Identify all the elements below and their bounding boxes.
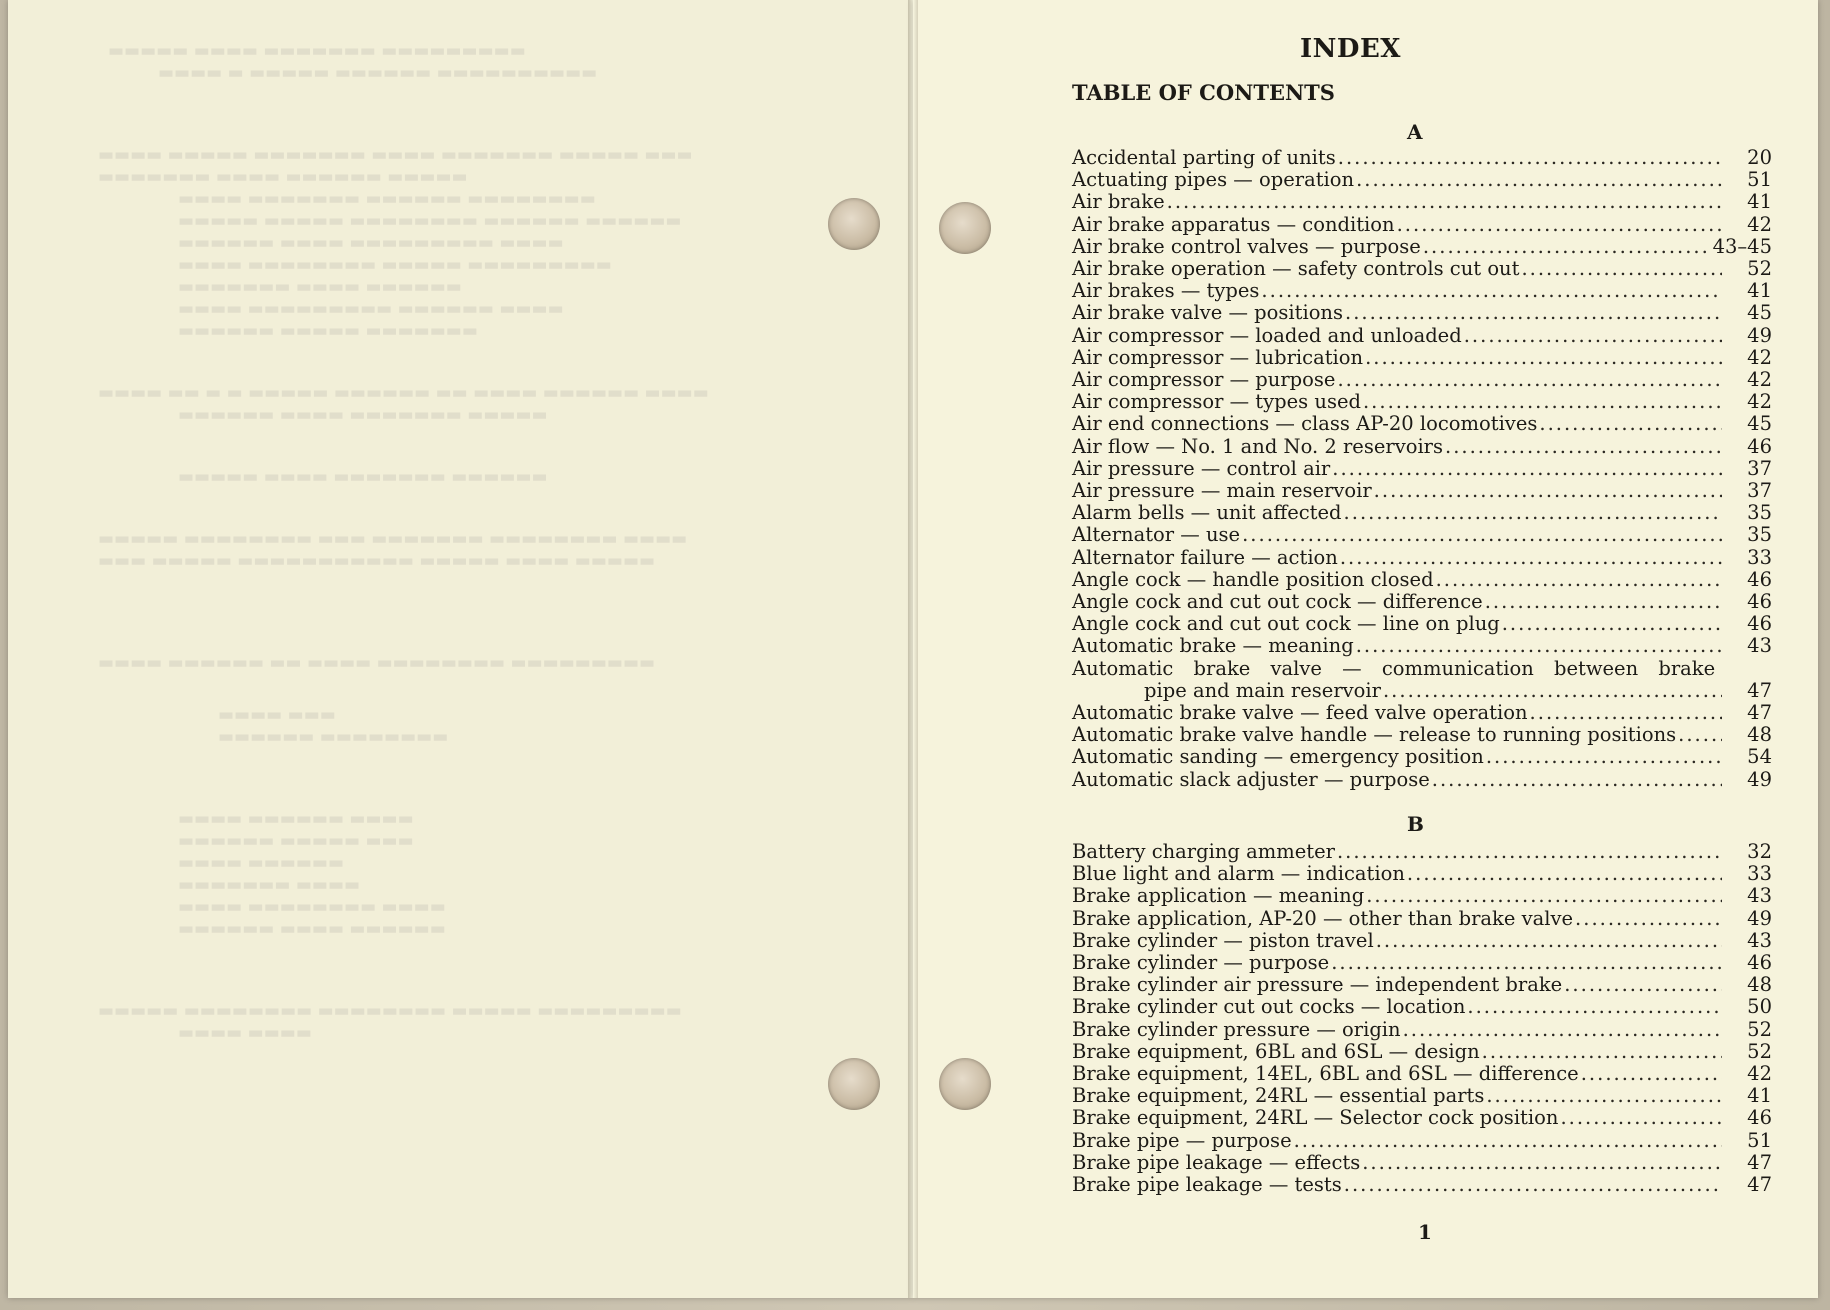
leader-dots (1486, 746, 1722, 768)
book-spine (908, 0, 918, 1298)
entry-text: Air compressor — lubrication (1072, 345, 1364, 369)
index-entry (1072, 635, 1772, 657)
leader-dots (1407, 863, 1722, 885)
entry-page-number: 46 (1747, 612, 1772, 636)
index-entry (1072, 347, 1772, 369)
entry-text: Automatic sanding — emergency position (1072, 745, 1484, 769)
index-list-b (1072, 841, 1772, 1196)
leader-dots (1403, 1019, 1722, 1041)
index-entry (1072, 369, 1772, 391)
leader-dots (1374, 480, 1722, 502)
index-heading: INDEX (1300, 34, 1401, 64)
index-entry (1072, 413, 1772, 435)
leader-dots (1356, 169, 1722, 191)
entry-text: Air brake valve — positions (1072, 301, 1344, 325)
index-entry (1072, 1174, 1772, 1196)
leader-dots (1383, 680, 1722, 702)
leader-dots (1564, 974, 1722, 996)
leader-dots (1482, 1041, 1722, 1063)
leader-dots (1397, 214, 1722, 236)
entry-page-number: 49 (1747, 906, 1772, 930)
entry-page-number: 47 (1747, 1173, 1772, 1197)
bleed-through-text: ▬▬▬▬▬ ▬▬▬▬ ▬▬▬▬▬▬▬ ▬▬▬▬▬▬▬▬▬ ▬▬▬▬ ▬ ▬▬▬▬▬ ▬▬▬▬▬▬ ▬▬▬▬▬▬▬▬▬▬ ▬▬▬▬ ▬▬▬▬▬ ▬▬▬▬▬▬▬ ▬▬▬▬ ▬▬▬▬▬▬▬ ▬▬▬▬▬ ▬▬▬ ▬▬▬▬▬▬▬ ▬▬▬▬ ▬▬▬▬▬▬ ▬▬▬▬▬ ▬▬▬▬ ▬▬▬▬▬▬▬ ▬▬▬▬▬▬ ▬▬▬▬▬▬▬▬ ▬▬▬▬▬ ▬▬▬▬▬ ▬▬▬▬▬▬▬▬ ▬▬▬▬▬▬ ▬▬▬▬▬▬ ▬▬▬▬▬▬ ▬▬▬▬ ▬▬▬▬▬▬▬▬▬ ▬▬▬▬ ▬▬▬▬ ▬▬▬▬▬▬▬▬ ▬▬▬▬▬ ▬▬▬▬▬▬▬▬▬ ▬▬▬▬▬▬▬ ▬▬▬▬ ▬▬▬▬▬▬ ▬▬▬▬ ▬▬▬▬▬▬▬▬▬ ▬▬▬▬▬▬ ▬▬▬▬ ▬▬▬▬▬▬ ▬▬▬▬▬ ▬▬▬▬▬▬▬ ▬▬▬▬ ▬▬ ▬ ▬ ▬▬▬▬▬ ▬▬▬▬▬▬ ▬▬ ▬▬▬▬ ▬▬▬▬▬▬ ▬▬▬▬ ▬▬▬▬▬▬ ▬▬▬▬ ▬▬▬▬▬▬▬ ▬▬▬▬▬ ▬▬▬▬▬ ▬▬▬▬ ▬▬▬▬▬▬▬ ▬▬▬▬▬▬ ▬▬▬▬▬ ▬▬▬▬▬▬▬▬ ▬▬▬ ▬▬▬▬▬▬▬ ▬▬▬▬▬▬▬▬ ▬▬▬▬ ▬▬▬ ▬▬▬▬▬ ▬▬▬▬▬▬▬▬▬▬▬ ▬▬▬▬▬ ▬▬▬▬ ▬▬▬▬▬ ▬▬▬▬ ▬▬▬▬▬▬ ▬▬ ▬▬▬▬ ▬▬▬▬▬▬▬▬ ▬▬▬▬▬▬▬▬▬ ▬▬▬▬ ▬▬▬ ▬▬▬▬▬▬ ▬▬▬▬▬▬▬▬ ▬▬▬▬ ▬▬▬▬▬▬ ▬▬▬▬ ▬▬▬▬▬▬ ▬▬▬▬▬ ▬▬▬ ▬▬▬▬ ▬▬▬▬▬▬ ▬▬▬▬▬▬▬ ▬▬▬▬ ▬▬▬▬ ▬▬▬▬▬▬▬▬ ▬▬▬▬ ▬▬▬▬▬▬ ▬▬▬▬ ▬▬▬▬▬▬ ▬▬▬▬▬ ▬▬▬▬▬▬▬▬ ▬▬▬▬▬▬▬▬ ▬▬▬▬▬ ▬▬▬▬▬▬▬▬▬ ▬▬▬▬ ▬▬▬▬ (98, 41, 709, 1043)
index-list-a (1072, 147, 1772, 791)
entry-text: Air brake control valves — purpose (1072, 234, 1421, 258)
entry-text: pipe and main reservoir (1144, 678, 1381, 702)
entry-text: Air pressure — control air (1072, 456, 1331, 480)
entry-text: Angle cock and cut out cock — line on plug (1072, 612, 1500, 636)
index-entry (1072, 191, 1772, 213)
leader-dots (1365, 347, 1722, 369)
index-entry (1072, 302, 1772, 324)
entry-page-number: 45 (1747, 301, 1772, 325)
index-entry (1072, 724, 1772, 746)
leader-dots (1376, 930, 1722, 952)
left-page (8, 0, 913, 1298)
entry-page-number: 20 (1747, 146, 1772, 169)
leader-dots (1423, 236, 1711, 258)
entry-page-number: 54 (1747, 745, 1772, 769)
leader-dots (1502, 613, 1722, 635)
entry-text: Air compressor — purpose (1072, 368, 1336, 392)
entry-text: Brake application — meaning (1072, 884, 1365, 908)
index-entry (1072, 480, 1772, 502)
section-letter: A (1407, 120, 1423, 144)
entry-page-number: 50 (1747, 995, 1772, 1019)
index-entry (1072, 436, 1772, 458)
binder-hole-left-bottom (828, 1058, 880, 1110)
entry-page-number: 42 (1747, 390, 1772, 414)
entry-text: Air brake (1072, 190, 1165, 214)
index-entry (1072, 214, 1772, 236)
entry-text: Automatic brake valve — communication between brake (1072, 656, 1716, 680)
index-entry (1072, 746, 1772, 768)
entry-text: Brake application, AP-20 — other than brake valve (1072, 906, 1574, 930)
entry-page-number: 52 (1747, 1017, 1772, 1041)
leader-dots (1261, 280, 1722, 302)
entry-page-number: 46 (1747, 590, 1772, 614)
leader-dots (1344, 502, 1722, 524)
index-entry (1072, 169, 1772, 191)
leader-dots (1331, 952, 1722, 974)
leader-dots (1362, 1152, 1722, 1174)
entry-page-number: 47 (1747, 678, 1772, 702)
entry-page-number: 43–45 (1712, 234, 1772, 258)
leader-dots (1344, 1174, 1722, 1196)
leader-dots (1363, 391, 1722, 413)
leader-dots (1521, 258, 1722, 280)
entry-text: Brake pipe — purpose (1072, 1128, 1292, 1152)
index-entry (1072, 236, 1772, 258)
index-entry (1072, 547, 1772, 569)
index-entry (1072, 908, 1772, 930)
binder-hole-left-top (828, 198, 880, 250)
entry-page-number: 46 (1747, 1106, 1772, 1130)
entry-page-number: 46 (1747, 434, 1772, 458)
entry-text: Air brakes — types (1072, 279, 1260, 303)
index-entry (1072, 1019, 1772, 1041)
index-entry (1072, 502, 1772, 524)
entry-text: Brake cylinder — purpose (1072, 951, 1330, 975)
index-entry (1072, 1152, 1772, 1174)
leader-dots (1332, 458, 1722, 480)
index-entry (1072, 930, 1772, 952)
entry-text: Actuating pipes — operation (1072, 168, 1355, 192)
binder-hole-right-top (939, 202, 991, 254)
leader-dots (1356, 635, 1722, 657)
entry-text: Automatic brake valve — feed valve operation (1072, 701, 1528, 725)
index-entry (1072, 569, 1772, 591)
entry-page-number: 43 (1747, 928, 1772, 952)
page-number: 1 (1418, 1220, 1432, 1244)
leader-dots (1486, 1085, 1722, 1107)
index-entry (1072, 702, 1772, 724)
entry-text: Brake cylinder pressure — origin (1072, 1017, 1401, 1041)
entry-text: Air brake operation — safety controls cut out (1072, 257, 1520, 281)
entry-text: Brake equipment, 14EL, 6BL and 6SL — difference (1072, 1062, 1579, 1086)
leader-dots (1337, 369, 1722, 391)
entry-page-number: 51 (1747, 168, 1772, 192)
index-entry (1072, 147, 1772, 169)
entry-page-number: 37 (1747, 479, 1772, 503)
entry-page-number: 42 (1747, 345, 1772, 369)
index-entry (1072, 1130, 1772, 1152)
leader-dots (1530, 702, 1722, 724)
leader-dots (1436, 569, 1722, 591)
leader-dots (1366, 885, 1722, 907)
entry-page-number: 41 (1747, 190, 1772, 214)
entry-text: Brake pipe leakage — tests (1072, 1173, 1342, 1197)
index-entry (1072, 996, 1772, 1018)
entry-text: Brake cylinder air pressure — independent brake (1072, 973, 1563, 997)
entry-text: Angle cock and cut out cock — difference (1072, 590, 1483, 614)
leader-dots (1485, 591, 1722, 613)
leader-dots (1167, 191, 1722, 213)
leader-dots (1445, 436, 1722, 458)
entry-page-number: 43 (1747, 634, 1772, 658)
entry-text: Accidental parting of units (1072, 146, 1336, 169)
entry-page-number: 33 (1747, 862, 1772, 886)
entry-text: Angle cock — handle position closed (1072, 567, 1434, 591)
entry-page-number: 33 (1747, 545, 1772, 569)
entry-page-number: 46 (1747, 567, 1772, 591)
leader-dots (1432, 769, 1722, 791)
entry-page-number: 35 (1747, 501, 1772, 525)
index-entry (1072, 974, 1772, 996)
entry-page-number: 46 (1747, 951, 1772, 975)
leader-dots (1337, 841, 1722, 863)
index-entry (1072, 391, 1772, 413)
index-entry (1072, 658, 1772, 680)
entry-page-number: 42 (1747, 1062, 1772, 1086)
entry-text: Battery charging ammeter (1072, 840, 1335, 863)
index-entry (1072, 863, 1772, 885)
index-entry (1072, 680, 1772, 702)
leader-dots (1464, 325, 1722, 347)
entry-text: Air compressor — types used (1072, 390, 1361, 414)
toc-heading: TABLE OF CONTENTS (1072, 80, 1335, 105)
entry-page-number: 51 (1747, 1128, 1772, 1152)
entry-page-number: 52 (1747, 1039, 1772, 1063)
entry-page-number: 45 (1747, 412, 1772, 436)
entry-text: Automatic slack adjuster — purpose (1072, 767, 1430, 791)
index-entry (1072, 613, 1772, 635)
entry-page-number: 47 (1747, 1150, 1772, 1174)
index-entry (1072, 841, 1772, 863)
entry-page-number: 35 (1747, 523, 1772, 547)
entry-text: Air compressor — loaded and unloaded (1072, 323, 1462, 347)
index-entry (1072, 325, 1772, 347)
index-entry (1072, 885, 1772, 907)
entry-text: Air brake apparatus — condition (1072, 212, 1395, 236)
index-entry (1072, 952, 1772, 974)
entry-text: Automatic brake — meaning (1072, 634, 1354, 658)
entry-text: Blue light and alarm — indication (1072, 862, 1405, 886)
entry-text: Brake cylinder cut out cocks — location (1072, 995, 1466, 1019)
leader-dots (1575, 908, 1722, 930)
entry-page-number: 49 (1747, 323, 1772, 347)
index-entry (1072, 1107, 1772, 1129)
index-entry (1072, 1085, 1772, 1107)
entry-text: Air end connections — class AP-20 locomotives (1072, 412, 1538, 436)
entry-page-number: 47 (1747, 701, 1772, 725)
leader-dots (1345, 302, 1722, 324)
entry-page-number: 37 (1747, 456, 1772, 480)
index-entry (1072, 458, 1772, 480)
entry-text: Alternator failure — action (1072, 545, 1338, 569)
leader-dots (1294, 1130, 1722, 1152)
entry-page-number: 32 (1747, 840, 1772, 863)
leader-dots (1539, 413, 1722, 435)
entry-text: Alternator — use (1072, 523, 1241, 547)
index-entry (1072, 258, 1772, 280)
entry-page-number: 41 (1747, 279, 1772, 303)
entry-text: Brake equipment, 6BL and 6SL — design (1072, 1039, 1480, 1063)
leader-dots (1242, 524, 1722, 546)
index-entry (1072, 1041, 1772, 1063)
index-entry (1072, 280, 1772, 302)
entry-page-number: 41 (1747, 1084, 1772, 1108)
index-entry (1072, 591, 1772, 613)
binder-hole-right-bottom (939, 1058, 991, 1110)
entry-text: Brake cylinder — piston travel (1072, 928, 1374, 952)
entry-page-number: 49 (1747, 767, 1772, 791)
section-letter: B (1407, 812, 1424, 836)
entry-text: Alarm bells — unit affected (1072, 501, 1342, 525)
entry-text: Brake equipment, 24RL — Selector cock position (1072, 1106, 1559, 1130)
entry-text: Automatic brake valve handle — release to running positions (1072, 723, 1677, 747)
entry-page-number: 42 (1747, 212, 1772, 236)
index-entry (1072, 1063, 1772, 1085)
entry-text: Brake equipment, 24RL — essential parts (1072, 1084, 1485, 1108)
entry-page-number: 48 (1747, 723, 1772, 747)
leader-dots (1560, 1107, 1722, 1129)
entry-page-number: 42 (1747, 368, 1772, 392)
entry-page-number: 48 (1747, 973, 1772, 997)
entry-text: Brake pipe leakage — effects (1072, 1150, 1361, 1174)
leader-dots (1581, 1063, 1722, 1085)
entry-text: Air flow — No. 1 and No. 2 reservoirs (1072, 434, 1444, 458)
leader-dots (1338, 147, 1722, 169)
entry-text: Air pressure — main reservoir (1072, 479, 1372, 503)
index-entry (1072, 769, 1772, 791)
entry-page-number: 43 (1747, 884, 1772, 908)
leader-dots (1678, 724, 1722, 746)
entry-page-number: 52 (1747, 257, 1772, 281)
leader-dots (1467, 996, 1722, 1018)
leader-dots (1340, 547, 1722, 569)
index-entry (1072, 524, 1772, 546)
